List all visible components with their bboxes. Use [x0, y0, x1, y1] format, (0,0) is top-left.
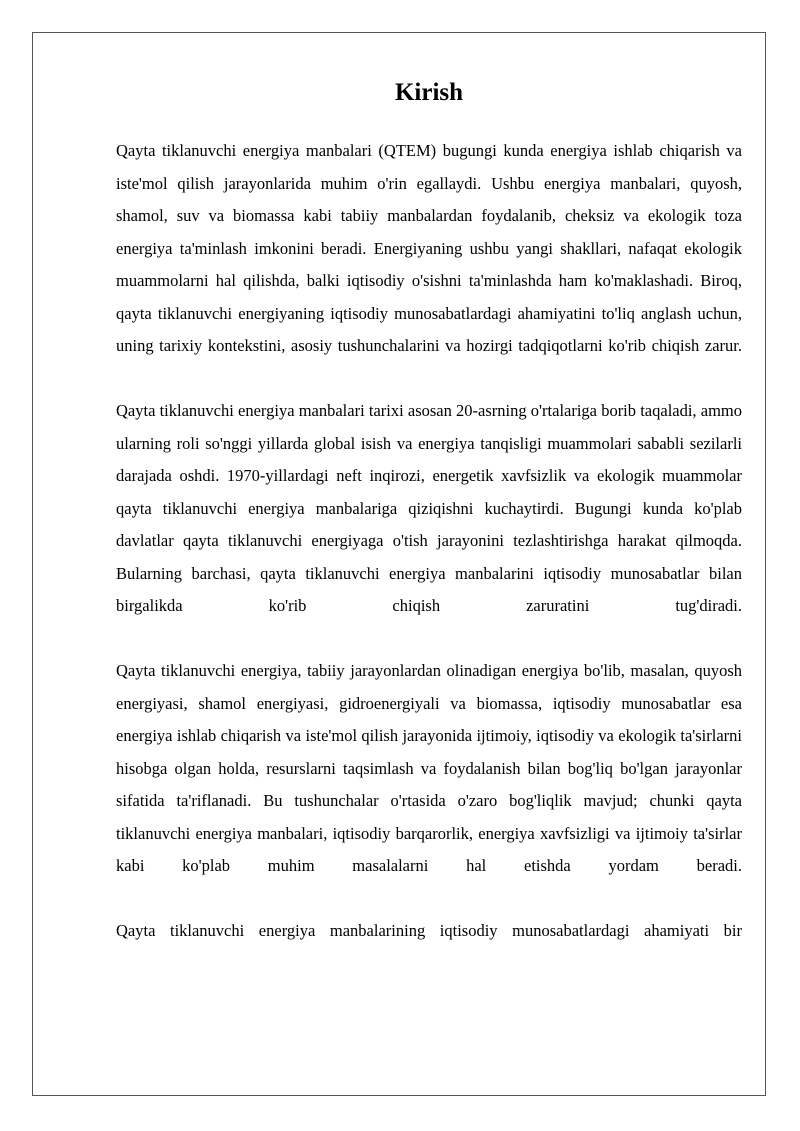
- paragraph-3: Qayta tiklanuvchi energiya, tabiiy jarayonlardan olinadigan energiya bo'lib, masalan, quyosh energiyasi, shamol energiyasi, gidroenergiyali va biomassa, iqtisodiy munosabatlar esa energiya ishlab chiqarish va iste'mol qilish jarayonida ijtimoiy, iqtisodiy va ekologik ta'sirlarni hisobga olgan holda, resurslarni taqsimlash va foydalanish bilan bog'liq bo'lgan jarayonlar sifatida ta'riflanadi. Bu tushunchalar o'rtasida o'zaro bog'liqlik mavjud; chunki qayta tiklanuvchi energiya manbalari, iqtisodiy barqarorlik, energiya xavfsizligi va ijtimoiy ta'sirlar kabi ko'plab muhim masalalarni hal etishda yordam beradi.: [116, 661, 742, 875]
- paragraph-2: Qayta tiklanuvchi energiya manbalari tarixi asosan 20-asrning o'rtalariga borib taqaladi, ammo ularning roli so'nggi yillarda global isish va energiya tanqisligi muammolari sababli sezilarli darajada oshdi. 1970-yillardagi neft inqirozi, energetik xavfsizlik va ekologik muammolar qayta tiklanuvchi energiya manbalariga qiziqishni kuchaytirdi. Bugungi kunda ko'plab davlatlar qayta tiklanuvchi energiyaga o'tish jarayonini tezlashtirishga harakat qilmoqda. Bularning barchasi, qayta tiklanuvchi energiya manbalarini iqtisodiy munosabatlar bilan birgalikda ko'rib chiqish zaruratini tug'diradi.: [116, 401, 742, 615]
- page-title: Kirish: [394, 79, 464, 106]
- paragraph-4: Qayta tiklanuvchi energiya manbalarining iqtisodiy munosabatlardagi ahamiyati bir: [116, 921, 742, 940]
- page-content: [116, 33, 742, 948]
- paragraph-1: Qayta tiklanuvchi energiya manbalari (QTEM) bugungi kunda energiya ishlab chiqarish va iste'mol qilish jarayonlarida muhim o'rin egallaydi. Ushbu energiya manbalari, quyosh, shamol, suv va biomassa kabi tabiiy manbalardan foydalanib, cheksiz va ekologik toza energiya ta'minlash imkonini beradi. Energiyaning ushbu yangi shakllari, nafaqat ekologik muammolarni hal qilishda, balki iqtisodiy o'sishni ta'minlashda ham ko'maklashadi. Biroq, qayta tiklanuvchi energiyaning iqtisodiy munosabatlardagi ahamiyatini to'liq anglash uchun, uning tarixiy kontekstini, asosiy tushunchalarini va hozirgi tadqiqotlarni ko'rib chiqish zarur.: [116, 141, 742, 355]
- page: [32, 32, 766, 1096]
